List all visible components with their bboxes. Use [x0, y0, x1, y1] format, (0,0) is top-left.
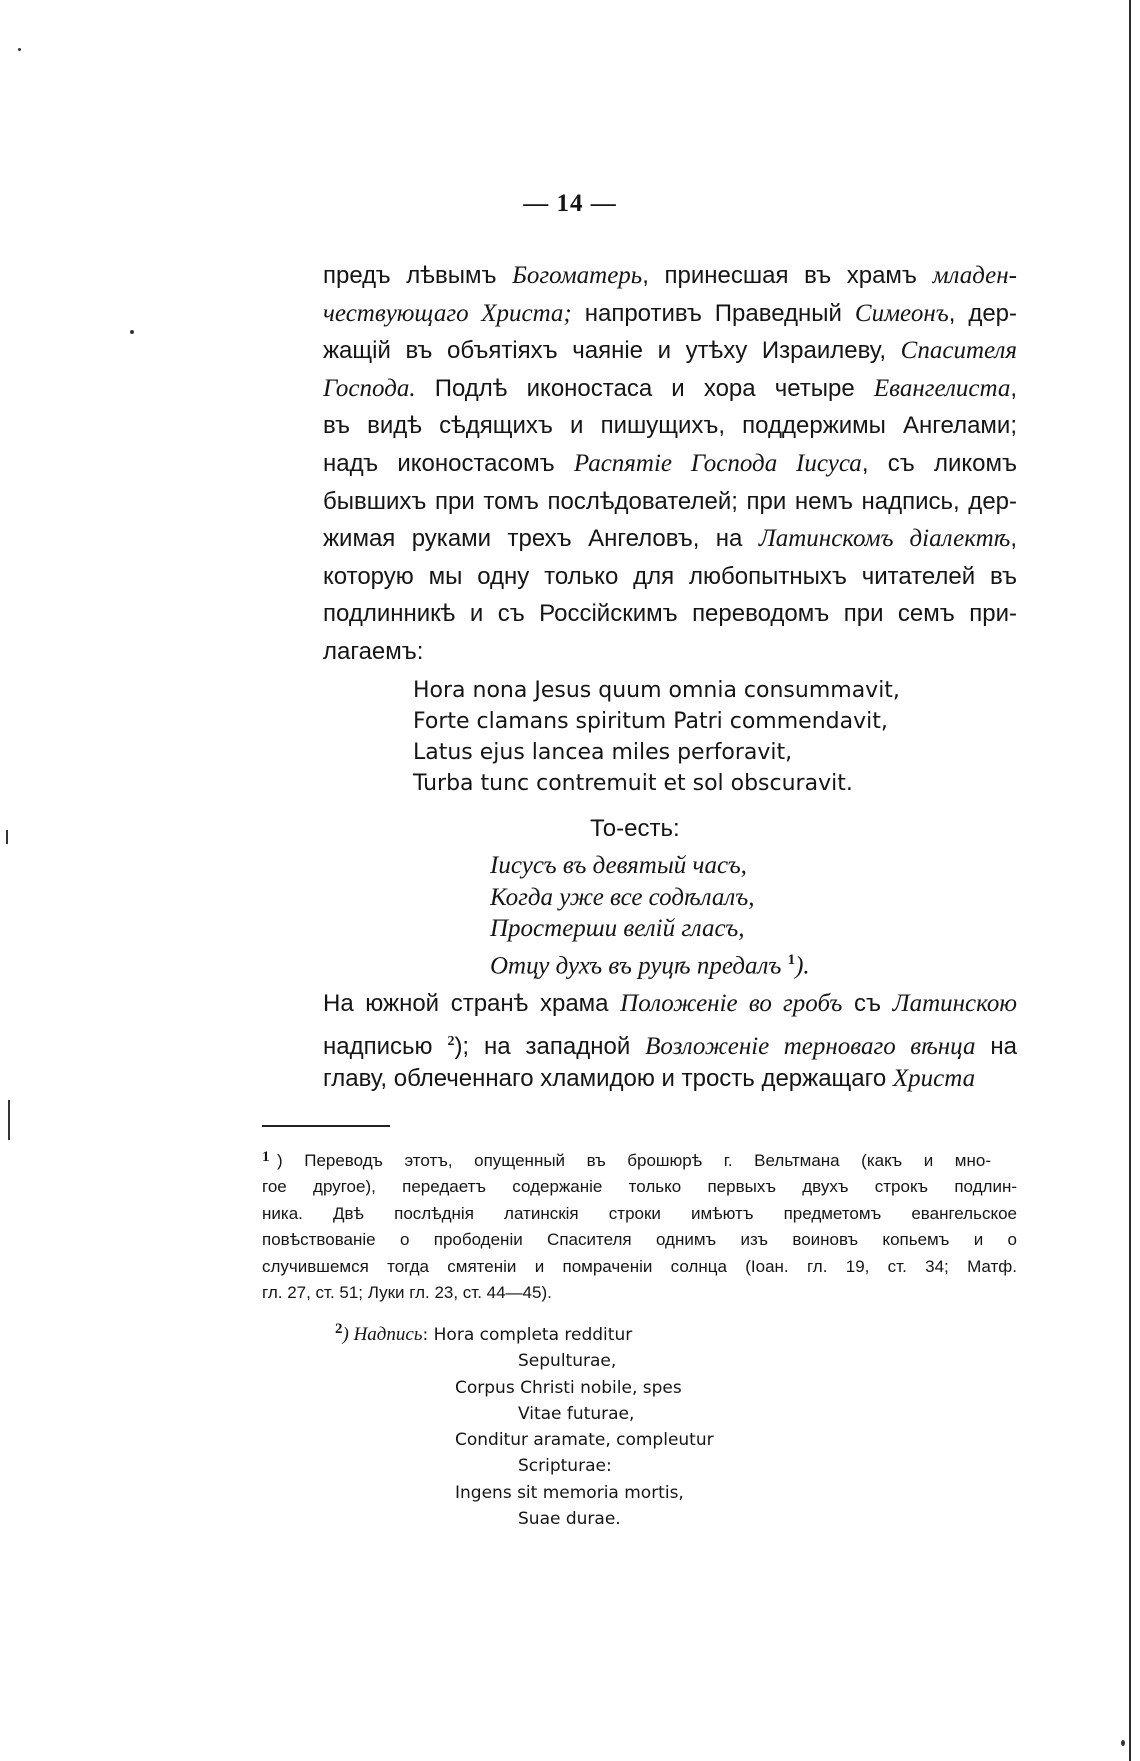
italic-run: Христа	[892, 1065, 976, 1093]
footnote-verse-line: Conditur aramate, compleutur	[455, 1430, 714, 1451]
russian-translation-verse	[490, 850, 810, 981]
footnote-2	[335, 1316, 714, 1532]
footnote-divider	[262, 1125, 390, 1127]
footnote-verse-line: Corpus Christi nobile, spes	[455, 1377, 682, 1398]
text-line	[323, 595, 1017, 633]
text-run: жимая руками трехъ Ангеловъ, на	[323, 525, 759, 553]
text-run: На южной странѣ храма	[323, 990, 621, 1017]
footnote-line-text: ) Переводъ этотъ, опущенный въ брошюрѣ г. Вельтмана (какъ и мно-	[277, 1151, 991, 1170]
footnote-ref-1[interactable]: 1	[787, 951, 796, 968]
translation-heading: То-есть:	[590, 815, 680, 842]
italic-run: Положеніе во гробъ	[620, 990, 843, 1017]
text-line	[323, 520, 1017, 558]
italic-run: Евангелиста	[873, 374, 1011, 402]
text-run: главу, облеченнаго хламидою и трость держащаго	[323, 1065, 893, 1093]
text-run: надписью	[323, 1032, 448, 1060]
text-run: жащій въ объятіяхъ чаяніе и утѣху Израилеву,	[323, 337, 901, 365]
text-line	[323, 633, 1017, 671]
italic-run: младен-	[932, 262, 1017, 289]
text-line	[323, 332, 1017, 370]
text-line	[323, 257, 1017, 295]
footnote-verse-line: Sepulturae,	[518, 1351, 617, 1372]
latin-inscription-verse	[413, 675, 900, 799]
italic-run: Симеонъ	[854, 299, 949, 327]
footnote-line: повѣствованіе о прободеніи Спасителя однимъ изъ воиновъ копьемъ и о	[262, 1230, 1017, 1250]
italic-run: Богоматерь	[512, 262, 643, 289]
text-run: предъ лѣвымъ	[323, 262, 513, 289]
body-paragraph-1	[323, 257, 1017, 671]
verse-line: Latus ejus lancea miles perforavit,	[413, 740, 793, 765]
footnote-line: случившемся тогда смятеніи и помраченіи солнца (Іоан. гл. 19, ст. 34; Матф.	[262, 1256, 1017, 1276]
verse-line: Forte clamans spiritum Patri commendavit,	[413, 709, 888, 734]
text-line	[323, 407, 1017, 445]
verse-line: Когда уже все содѣлалъ,	[490, 883, 755, 911]
footnote-1-marker: 1	[262, 1149, 270, 1165]
text-line	[323, 370, 1017, 408]
scan-speck	[8, 1100, 10, 1140]
scan-speck	[6, 830, 8, 844]
italic-run: Спасителя	[900, 337, 1017, 365]
italic-run: Латинскомъ діалектѣ	[758, 525, 1011, 553]
text-run: , съ ликомъ	[861, 449, 1017, 477]
scan-speck	[1121, 1740, 1125, 1746]
text-run: , принесшая въ храмъ	[642, 262, 933, 289]
footnote-verse-line: Vitae futurae,	[518, 1403, 635, 1424]
text-run: лагаемъ:	[323, 637, 424, 665]
verse-line-text: Отцу духъ въ руцѣ предалъ	[490, 951, 788, 979]
page-edge-line	[1129, 0, 1131, 1761]
verse-line: Простерши велій гласъ,	[490, 915, 745, 942]
verse-line-tail: ).	[795, 951, 810, 979]
text-run: надъ иконостасомъ	[323, 449, 574, 477]
text-run: ,	[1010, 374, 1017, 402]
text-run: напротивъ Праведный	[571, 299, 855, 327]
text-line	[323, 295, 1017, 333]
text-run: ); на западной	[454, 1032, 646, 1060]
text-run: на	[975, 1032, 1017, 1060]
body-paragraph-2	[323, 985, 1017, 1098]
footnote-verse-line: Ingens sit memoria mortis,	[455, 1482, 684, 1503]
italic-run: Возложеніе терноваго вѣнца	[645, 1032, 976, 1060]
text-run: съ	[842, 990, 893, 1017]
footnote-2-first-line: Hora completa redditur	[433, 1325, 633, 1345]
footnote-line: ника. Двѣ послѣднія латинскія строки имѣютъ предметомъ евангельское	[262, 1203, 1017, 1223]
text-run: , дер-	[948, 299, 1018, 327]
text-line	[323, 1023, 1017, 1061]
text-line	[323, 1060, 1017, 1098]
text-run: ,	[1010, 525, 1017, 553]
italic-run: Господа.	[323, 374, 416, 402]
page-number: — 14 —	[523, 190, 617, 217]
footnote-ref-2[interactable]: 2	[447, 1033, 455, 1049]
text-run: Подлѣ иконостаса и хора четыре	[415, 374, 874, 402]
text-line	[323, 483, 1017, 521]
text-run: подлинникѣ и съ Россійскимъ переводомъ при семъ при-	[323, 600, 1017, 628]
text-line	[323, 985, 1017, 1023]
verse-line	[490, 945, 810, 982]
footnote-line: гл. 27, ст. 51; Луки гл. 23, ст. 44—45).	[262, 1282, 552, 1302]
verse-line: Іисусъ въ девятый часъ,	[490, 852, 747, 879]
italic-run: Распятіе Господа Іисуса	[573, 449, 862, 477]
footnote-line	[262, 1148, 1017, 1174]
footnote-2-marker: 2	[335, 1321, 343, 1337]
italic-run: чествующаго Христа;	[323, 299, 572, 327]
footnote-1	[262, 1148, 1017, 1306]
verse-line: Turba tunc contremuit et sol obscuravit.	[413, 771, 853, 796]
footnote-line: $^2$) Надпись: Hora completa redditur	[335, 1321, 633, 1345]
scan-speck	[18, 48, 21, 51]
text-line	[323, 558, 1017, 596]
italic-run: Латинскою	[892, 990, 1017, 1017]
verse-line: Hora nona Jesus quum omnia consummavit,	[413, 678, 900, 703]
text-run: которую мы одну только для любопытныхъ читателей въ	[323, 562, 1017, 590]
text-run: въ видѣ сѣдящихъ и пишущихъ, поддержимы Ангелами;	[323, 412, 1017, 440]
scan-speck	[130, 330, 134, 334]
footnote-2-label: Надпись	[353, 1324, 423, 1345]
footnote-verse-line: Scripturae:	[518, 1456, 612, 1477]
footnote-line: гое другое), передаетъ содержаніе только первыхъ двухъ строкъ подлин-	[262, 1177, 1017, 1197]
footnote-verse-line: Suae durae.	[518, 1509, 621, 1530]
text-line	[323, 445, 1017, 483]
text-run: бывшихъ при томъ послѣдователей; при немъ надпись, дер-	[323, 487, 1017, 515]
